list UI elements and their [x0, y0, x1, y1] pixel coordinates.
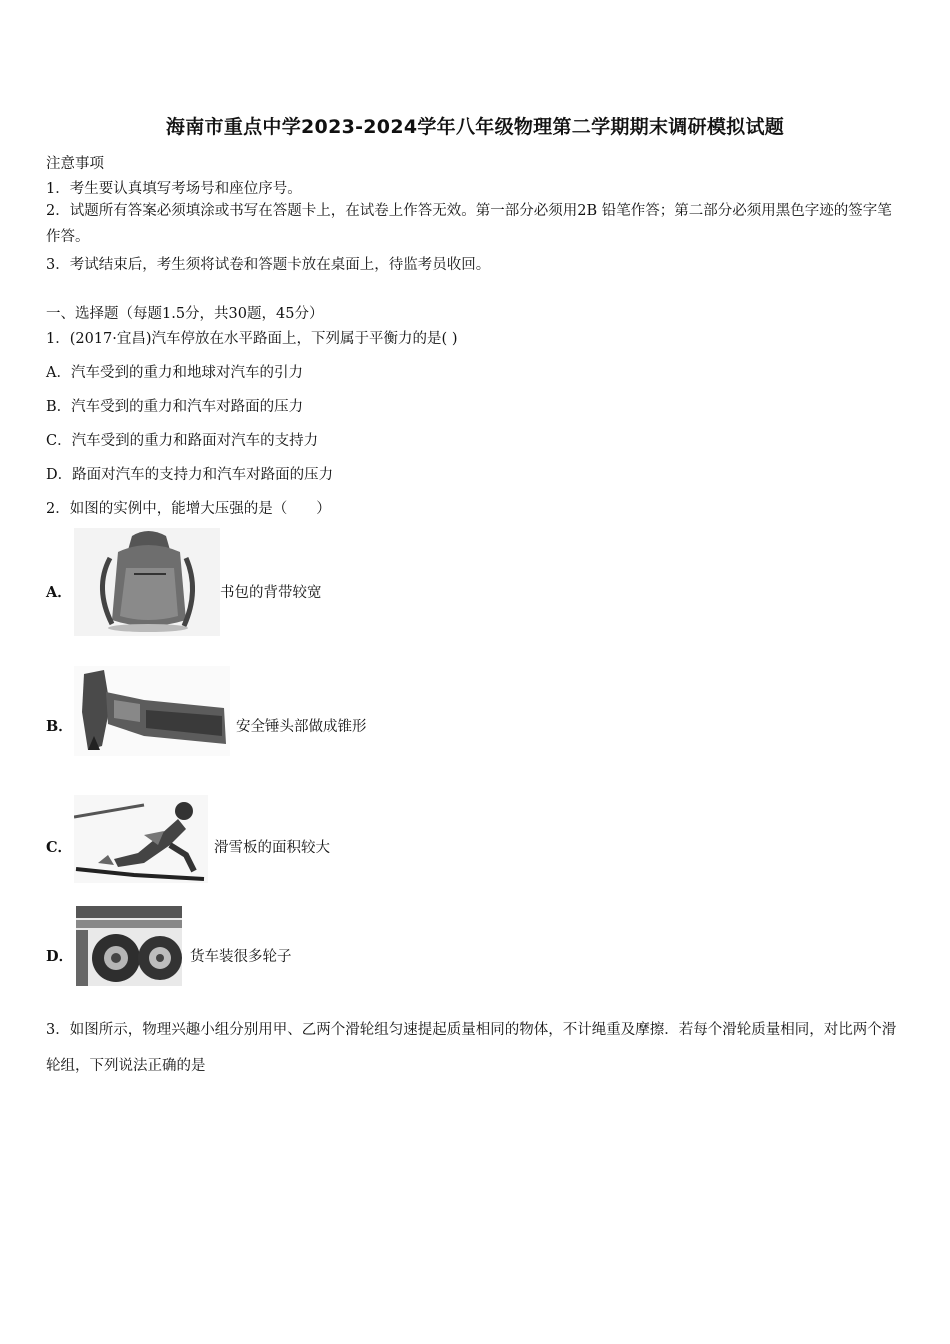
safety-hammer-image [74, 666, 230, 756]
question-1-option-c: C．汽车受到的重力和路面对汽车的支持力 [46, 433, 319, 449]
skier-image [74, 795, 208, 883]
question-1-stem: 1．(2017·宜昌)汽车停放在水平路面上，下列属于平衡力的是( ) [46, 331, 458, 347]
question-2-option-a-letter: A． [46, 584, 72, 601]
notice-heading: 注意事项 [46, 156, 104, 172]
question-2-option-d-letter: D． [46, 948, 74, 965]
question-2-option-b-letter: B． [46, 718, 73, 735]
question-2-stem: 2．如图的实例中，能增大压强的是（ ） [46, 501, 331, 517]
notice-item: 2．试题所有答案必须填涂或书写在答题卡上，在试卷上作答无效。第一部分必须用2B 铅笔作答；第二部分必须用黑色字迹的签字笔作答。 [46, 203, 892, 245]
notice-item: 1．考生要认真填写考场号和座位序号。 [46, 181, 302, 197]
section-heading: 一、选择题（每题1.5分，共30题，45分） [46, 306, 324, 322]
backpack-image [74, 528, 220, 636]
question-1-option-d: D．路面对汽车的支持力和汽车对路面的压力 [46, 467, 334, 483]
truck-wheels-image [76, 906, 182, 986]
question-2-option-b-text: 安全锤头部做成锥形 [236, 719, 367, 735]
question-3-stem: 3．如图所示，物理兴趣小组分别用甲、乙两个滑轮组匀速提起质量相同的物体，不计绳重及摩擦．若每个滑轮质量相同，对比两个滑轮组，下列说法正确的是 [46, 1022, 897, 1074]
page-title: 海南市重点中学2023-2024学年八年级物理第二学期期末调研模拟试题 [165, 116, 785, 138]
question-2-option-c-letter: C． [46, 839, 73, 856]
question-2-option-a-text: 书包的背带较宽 [220, 585, 322, 601]
question-2-option-c-text: 滑雪板的面积较大 [214, 840, 330, 856]
question-2-option-d-text: 货车装很多轮子 [190, 949, 292, 965]
notice-item: 3．考试结束后，考生须将试卷和答题卡放在桌面上，待监考员收回。 [46, 257, 491, 273]
question-1-option-b: B．汽车受到的重力和汽车对路面的压力 [46, 399, 304, 415]
question-1-option-a: A．汽车受到的重力和地球对汽车的引力 [46, 365, 303, 381]
